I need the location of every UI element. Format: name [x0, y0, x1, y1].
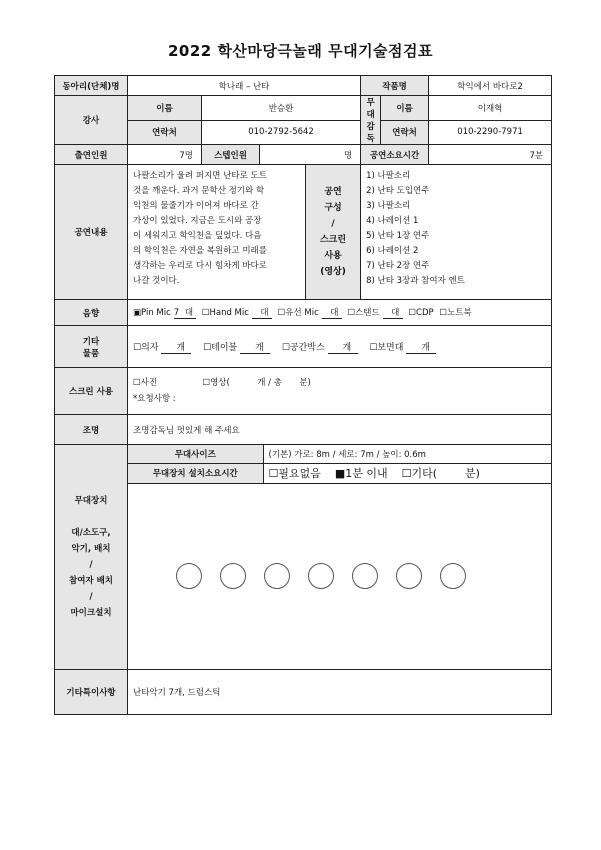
chair-checkbox[interactable]: ☐의자	[133, 342, 159, 353]
wired-mic-unit: 대	[330, 308, 339, 318]
music-stand-count[interactable]	[406, 340, 436, 354]
setup-other-end: 분)	[465, 467, 480, 480]
composition-lines	[366, 169, 548, 289]
composition-label-line: (영상)	[320, 267, 346, 277]
pin-mic-checkbox[interactable]: ▣Pin Mic	[133, 308, 171, 318]
composition-item: 7) 난타 2장 연주	[366, 261, 430, 271]
screen-line-1	[133, 375, 548, 391]
manager-contact-label: 연락처	[381, 120, 429, 145]
notebook-checkbox[interactable]: ☐노트북	[439, 308, 472, 318]
performer-marker[interactable]	[396, 563, 422, 589]
sound-label: 음향	[55, 300, 128, 326]
video-checkbox[interactable]: ☐영상(	[202, 378, 230, 388]
table-unit: 개	[255, 342, 264, 353]
stage-setup-label-line: 참여자 배치	[68, 576, 113, 586]
setup-other-checkbox[interactable]: ☐기타(	[401, 467, 438, 480]
composition-list[interactable]	[361, 165, 552, 300]
stage-setup-label-line: 마이크설치	[70, 608, 112, 618]
club-label: 동아리(단체)명	[55, 76, 128, 96]
work-label: 작품명	[361, 76, 429, 96]
staff-label: 스텝인원	[202, 145, 260, 165]
box-unit: 개	[342, 342, 352, 353]
content-line: 나갈 것이다.	[133, 276, 180, 286]
lecturer-contact-label: 연락처	[128, 120, 202, 145]
manager-name-value[interactable]: 이재혁	[429, 96, 552, 121]
content-label: 공연내용	[55, 165, 128, 300]
composition-item: 1) 나팔소리	[366, 171, 411, 181]
work-value[interactable]: 학익에서 바다로2	[429, 76, 552, 96]
stage-layout-area[interactable]	[128, 483, 551, 668]
screen-request[interactable]: *요청사항 :	[133, 394, 176, 404]
chair-count[interactable]	[161, 340, 191, 354]
performer-marker[interactable]	[264, 563, 290, 589]
stage-size-label: 무대사이즈	[128, 445, 263, 463]
composition-item: 6) 나레이션 2	[366, 246, 419, 256]
staff-value[interactable]: 명	[260, 145, 361, 165]
screen-label: 스크린 사용	[55, 368, 128, 415]
composition-label-line: 구성	[324, 203, 342, 213]
composition-label-line: 사용	[324, 251, 342, 261]
music-stand-unit: 개	[421, 342, 430, 353]
etc-items-label-1: 기타	[82, 336, 100, 347]
stage-manager-label-2: 감독	[366, 122, 375, 144]
stage-setup-label-line	[58, 509, 124, 525]
duration-value[interactable]: 7분	[429, 145, 552, 165]
lighting-label: 조명	[55, 415, 128, 445]
table-count[interactable]	[240, 340, 270, 354]
performer-marker[interactable]	[176, 563, 202, 589]
stage-size-value[interactable]: (기본) 가로: 8m / 세로: 7m / 높이: 0.6m	[263, 445, 551, 463]
stage-setup-label-line: /	[89, 592, 93, 602]
box-count[interactable]	[328, 340, 358, 354]
composition-item: 8) 난타 3장과 참여자 엔트	[366, 276, 465, 286]
stage-setup-label-line: 무대장치	[74, 496, 108, 506]
content-line: 나팔소리가 울려 퍼지면 난타로 도트	[133, 171, 267, 181]
setup-none-checkbox[interactable]: ☐필요없음	[268, 467, 321, 480]
content-line: 것을 깨운다. 과거 문학산 정기와 학	[133, 186, 265, 196]
composition-item: 5) 난타 1장 연주	[366, 231, 430, 241]
performer-marker[interactable]	[308, 563, 334, 589]
content-line: 이 세워지고 학익천을 덮었다. 다음	[133, 231, 262, 241]
tech-check-form	[54, 75, 552, 715]
stage-setup-area[interactable]	[128, 445, 552, 670]
performer-markers	[131, 563, 548, 589]
hand-mic-count[interactable]	[252, 306, 272, 319]
performer-marker[interactable]	[352, 563, 378, 589]
stage-setup-label-lines	[58, 493, 124, 621]
composition-item: 3) 나팔소리	[366, 201, 411, 211]
manager-contact-value[interactable]: 010-2290-7971	[429, 120, 552, 145]
duration-label: 공연소요시간	[361, 145, 429, 165]
remarks-label: 기타특이사항	[55, 670, 128, 715]
content-line: 의 학익천은 자연을 복원하고 미래를	[133, 246, 267, 256]
setup-time-label: 무대장치 설치소요시간	[128, 463, 263, 483]
remarks-value[interactable]: 난타악기 7개, 드럼스틱	[128, 670, 552, 715]
screen-options[interactable]	[128, 368, 552, 415]
composition-item: 2) 난타 도입연주	[366, 186, 430, 196]
etc-items-label-2: 물품	[82, 348, 100, 359]
pin-mic-count-value: 7	[173, 308, 180, 318]
hand-mic-unit: 대	[260, 308, 269, 318]
box-checkbox[interactable]: ☐공간박스	[281, 342, 325, 353]
stage-setup-label-line: /	[89, 560, 93, 570]
stage-setup-label	[55, 445, 128, 670]
manager-name-label: 이름	[381, 96, 429, 121]
content-text[interactable]	[128, 165, 306, 300]
chair-unit: 개	[176, 342, 186, 353]
wired-mic-checkbox[interactable]: ☐유선 Mic	[277, 308, 319, 318]
stand-unit: 대	[391, 308, 400, 318]
table-checkbox[interactable]: ☐테이블	[203, 342, 238, 353]
composition-item: 4) 나레이션 1	[366, 216, 419, 226]
content-line: 익천의 물줄기가 이어져 바다로 간	[133, 201, 259, 211]
pin-mic-count[interactable]	[174, 306, 196, 319]
sound-options[interactable]	[128, 300, 552, 326]
club-value[interactable]: 학나래 – 난타	[128, 76, 361, 96]
document-title: 2022 학산마당극놀래 무대기술점검표	[167, 42, 434, 60]
stage-setup-subtable	[128, 445, 551, 668]
performer-marker[interactable]	[220, 563, 246, 589]
cdp-checkbox[interactable]: ☐CDP	[408, 308, 434, 318]
lecturer-label: 강사	[55, 96, 128, 145]
pin-mic-unit: 대	[184, 308, 194, 318]
hand-mic-checkbox[interactable]: ☐Hand Mic	[201, 308, 249, 318]
content-line: 가상이 있었다. 지금은 도시와 공장	[133, 216, 262, 226]
music-stand-checkbox[interactable]: ☐보면대	[369, 342, 404, 353]
lecturer-contact-value[interactable]: 010-2792-5642	[202, 120, 361, 145]
stage-setup-label-line: 대/소도구,	[71, 528, 111, 538]
stage-manager-label	[361, 96, 381, 145]
lecturer-name-label: 이름	[128, 96, 202, 121]
stage-manager-label-1: 무대	[366, 98, 375, 120]
photo-checkbox[interactable]: ☐사진	[133, 378, 158, 388]
lighting-value[interactable]: 조명감독님 멋있게 해 주세요	[128, 415, 552, 445]
composition-label	[306, 165, 361, 300]
composition-label-line: 공연	[324, 187, 342, 197]
performer-marker[interactable]	[440, 563, 466, 589]
composition-label-line: 스크린	[319, 235, 347, 245]
performers-value[interactable]: 7명	[128, 145, 202, 165]
wired-mic-count[interactable]	[322, 306, 342, 319]
stand-count[interactable]	[383, 306, 403, 319]
content-line: 생각하는 우리로 다시 힘차게 바다로	[133, 261, 267, 271]
performers-label: 출연인원	[55, 145, 128, 165]
video-count-text: 개 / 총	[257, 378, 282, 388]
video-end-text: 분)	[299, 378, 311, 388]
composition-label-line: /	[331, 219, 335, 229]
stage-setup-label-line: 악기, 배치	[71, 544, 111, 554]
lecturer-name-value[interactable]: 반승환	[202, 96, 361, 121]
setup-one-min-checkbox[interactable]: ■1분 이내	[334, 467, 388, 480]
setup-time-options[interactable]	[263, 463, 551, 483]
etc-items-options[interactable]	[128, 326, 552, 368]
content-lines	[133, 169, 302, 289]
composition-label-lines	[309, 184, 357, 280]
stand-checkbox[interactable]: ☐스탠드	[347, 308, 380, 318]
etc-items-label	[55, 326, 128, 368]
